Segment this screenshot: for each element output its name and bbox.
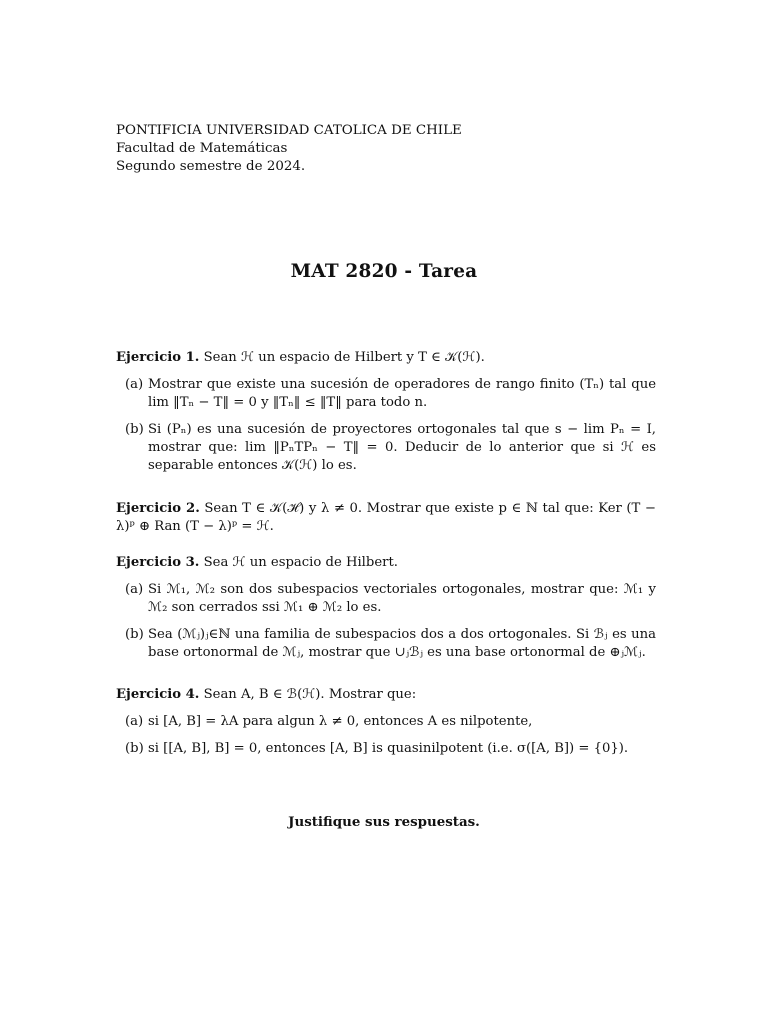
exercise-2	[116, 500, 656, 536]
exercise-statement	[116, 686, 656, 704]
exercise-label: Ejercicio 1.	[116, 350, 200, 365]
exercise-3	[116, 554, 656, 662]
item-text: si [A, B] = λA para algun λ ≠ 0, entonces A es nilpotente,	[148, 714, 533, 729]
exercise-1	[116, 349, 656, 475]
exercise-item	[116, 421, 656, 475]
exercise-item	[116, 626, 656, 662]
exercise-item	[116, 713, 656, 731]
exercise-statement	[116, 349, 656, 367]
item-text: Si ℳ₁, ℳ₂ son dos subespacios vectoriales ortogonales, mostrar que: ℳ₁ y ℳ₂ son cerrados ssi ℳ₁ ⊕ ℳ₂ lo es.	[148, 582, 656, 615]
exercise-label: Ejercicio 2.	[116, 501, 200, 516]
exercise-text: Sean T ∈ 𝒦(ℋ) y λ ≠ 0. Mostrar que existe p ∈ ℕ tal que: Ker (T − λ)ᵖ ⊕ Ran (T − λ)ᵖ = ℋ.	[116, 501, 656, 534]
item-label: (a)	[125, 582, 144, 597]
item-label: (b)	[125, 741, 144, 756]
exercise-text: Sea ℋ un espacio de Hilbert.	[203, 555, 398, 570]
item-text: si [[A, B], B] = 0, entonces [A, B] is quasinilpotent (i.e. σ([A, B]) = {0}).	[148, 741, 629, 756]
exercise-item	[116, 581, 656, 617]
university-name: PONTIFICIA UNIVERSIDAD CATOLICA DE CHILE	[116, 123, 462, 138]
page-title: MAT 2820 - Tarea	[290, 261, 478, 282]
item-label: (a)	[125, 377, 144, 392]
exercise-4	[116, 686, 656, 758]
exercise-label: Ejercicio 3.	[116, 555, 200, 570]
document-header	[116, 122, 462, 176]
item-label: (a)	[125, 714, 144, 729]
item-text: Mostrar que existe una sucesión de operadores de rango finito (Tₙ) tal que lim ‖Tₙ − T‖ = 0 y ‖Tₙ‖ ≤ ‖T‖ para todo n.	[148, 377, 656, 410]
semester: Segundo semestre de 2024.	[116, 159, 306, 174]
exercise-text: Sean A, B ∈ ℬ(ℋ). Mostrar que:	[203, 687, 417, 702]
item-label: (b)	[125, 627, 144, 642]
exercise-item	[116, 376, 656, 412]
item-text: Sea (ℳⱼ)ⱼ∈ℕ una familia de subespacios dos a dos ortogonales. Si ℬⱼ es una base ortonormal de ℳⱼ, mostrar que ∪ⱼℬⱼ es una base ortonormal de ⊕ⱼℳⱼ.	[148, 627, 656, 660]
exercise-statement	[116, 554, 656, 572]
exercise-item	[116, 740, 656, 758]
exercise-statement	[116, 500, 656, 536]
exercise-text: Sean ℋ un espacio de Hilbert y T ∈ 𝒦(ℋ).	[203, 350, 485, 365]
exercise-label: Ejercicio 4.	[116, 687, 200, 702]
item-text: Si (Pₙ) es una sucesión de proyectores ortogonales tal que s − lim Pₙ = I, mostrar que: lim ‖PₙTPₙ − T‖ = 0. Deducir de lo anterior que si ℋ es separable entonces 𝒦(ℋ) lo es.	[148, 422, 656, 473]
closing-note: Justifique sus respuestas.	[288, 814, 480, 830]
faculty-name: Facultad de Matemáticas	[116, 141, 288, 156]
item-label: (b)	[125, 422, 144, 437]
